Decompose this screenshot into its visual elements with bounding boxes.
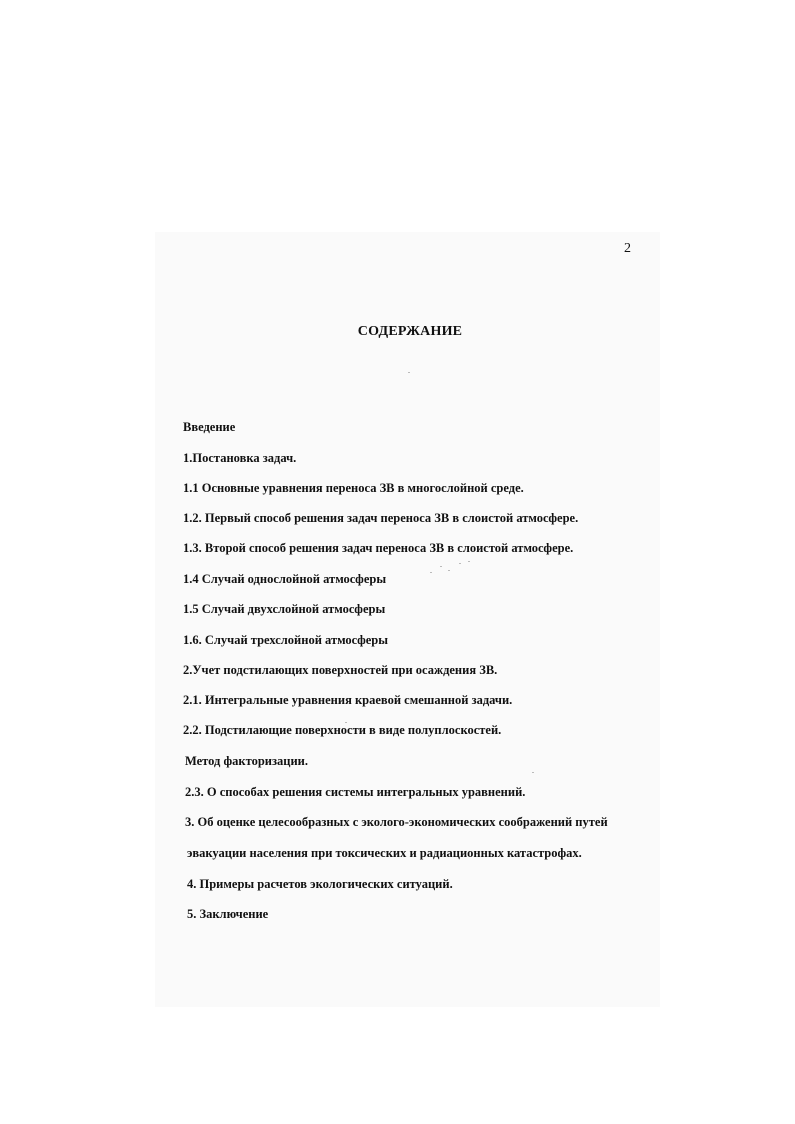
toc-entry-1-3: 1.3. Второй способ решения задач переноса ЗВ в слоистой атмосфере. <box>183 541 574 555</box>
toc-entry-1-4: 1.4 Случай однослойной атмосферы <box>183 572 387 586</box>
toc-entry-2: 2.Учет подстилающих поверхностей при осаждения ЗВ. <box>183 663 498 677</box>
scan-speck <box>440 566 442 567</box>
scan-speck <box>459 563 461 564</box>
toc-entry-1-5: 1.5 Случай двухслойной атмосферы <box>183 602 386 616</box>
scan-speck <box>430 572 432 573</box>
toc-entry-1-2: 1.2. Первый способ решения задач переноса ЗВ в слоистой атмосфере. <box>183 511 579 525</box>
toc-entry-4: 4. Примеры расчетов экологических ситуаций. <box>187 877 453 891</box>
toc-entry-1-1: 1.1 Основные уравнения переноса ЗВ в многослойной среде. <box>183 481 524 495</box>
toc-entry-1-6: 1.6. Случай трехслойной атмосферы <box>183 633 388 647</box>
scan-speck <box>468 561 470 562</box>
toc-entry-1: 1.Постановка задач. <box>183 451 297 465</box>
page-number: 2 <box>624 241 631 256</box>
toc-entry-5: 5. Заключение <box>187 907 269 921</box>
scan-speck <box>448 570 450 571</box>
toc-entry-2-2: 2.2. Подстилающие поверхности в виде полуплоскостей. <box>183 723 502 737</box>
toc-entry-2-1: 2.1. Интегральные уравнения краевой смешанной задачи. <box>183 693 513 707</box>
toc-entry-2-2-continued: Метод факторизации. <box>185 754 308 768</box>
scan-speck <box>532 772 534 773</box>
toc-title: СОДЕРЖАНИЕ <box>357 324 463 339</box>
scan-speck <box>345 722 347 723</box>
toc-entry-3: 3. Об оценке целесообразных с эколого-экономических соображений путей <box>185 815 608 829</box>
toc-entry-2-3: 2.3. О способах решения системы интегральных уравнений. <box>185 785 526 799</box>
toc-entry-introduction: Введение <box>183 420 236 434</box>
scan-speck <box>408 372 410 373</box>
toc-entry-3-continued: эвакуации населения при токсических и радиационных катастрофах. <box>187 846 582 860</box>
